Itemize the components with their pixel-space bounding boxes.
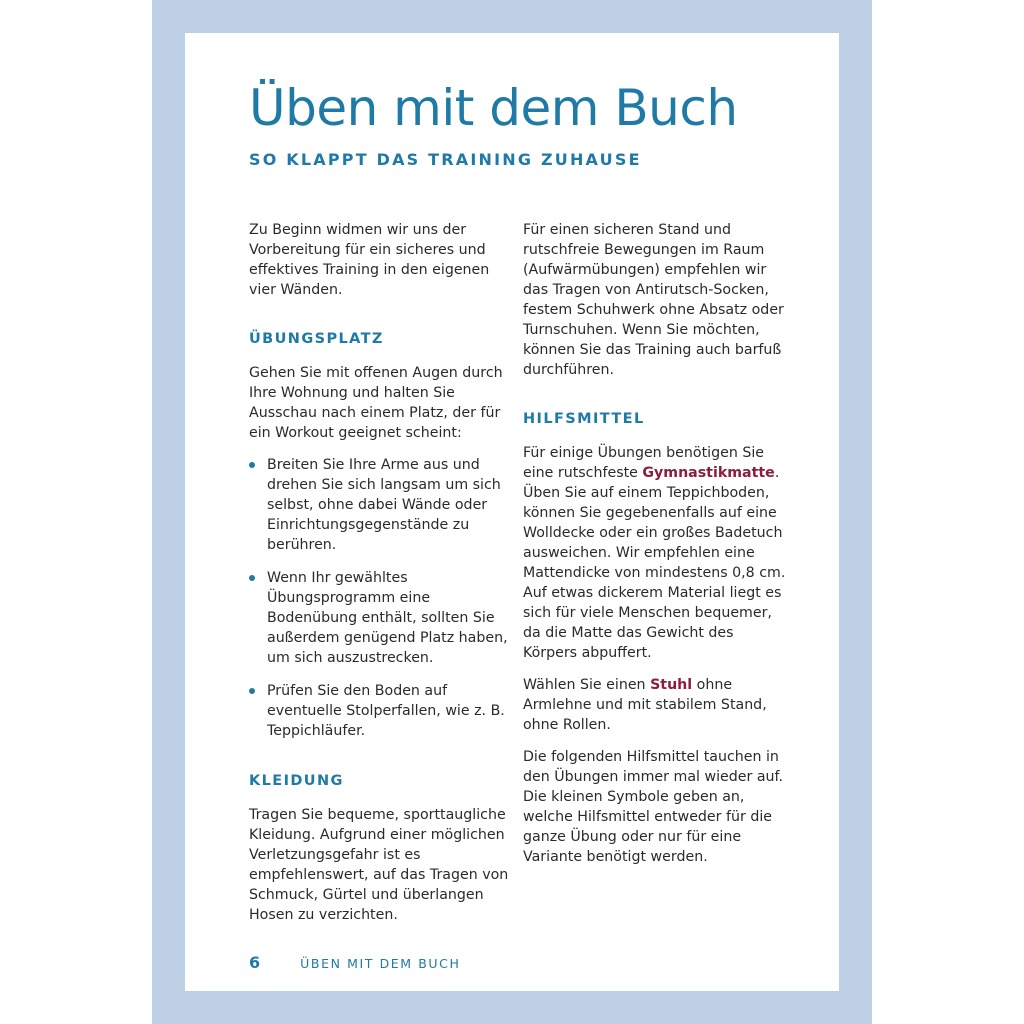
bullet-text: Prüfen Sie den Boden auf eventuelle Stolperfallen, wie z. B. Teppichläufer. <box>267 683 505 739</box>
left-column <box>249 220 514 937</box>
uebungsplatz-bullet-list <box>249 455 514 741</box>
chair-text-before: Wählen Sie einen <box>523 677 651 693</box>
bullet-icon <box>249 462 255 468</box>
bullet-icon <box>249 688 255 694</box>
mat-text-before: Für einige Übungen benötigen Sie eine rutschfeste <box>523 445 764 481</box>
page-subtitle: SO KLAPPT DAS TRAINING ZUHAUSE <box>249 150 642 169</box>
bullet-icon <box>249 575 255 581</box>
bullet-text: Breiten Sie Ihre Arme aus und drehen Sie sich langsam um sich selbst, ohne dabei Wände oder Einrichtungsgegenstände zu berühren. <box>267 457 501 553</box>
symbols-paragraph: Die folgenden Hilfsmittel tauchen in den Übungen immer mal wieder auf. Die kleinen Symbole geben an, welche Hilfsmittel entweder für die ganze Übung oder nur für eine Variante benötigt werden. <box>523 749 783 865</box>
list-item <box>249 568 514 668</box>
page-number: 6 <box>249 953 261 972</box>
page-frame <box>152 0 872 1024</box>
list-item <box>249 681 514 741</box>
mat-text-after: . Üben Sie auf einem Teppichboden, können Sie gegebenenfalls auf eine Wolldecke oder ein großes Badetuch ausweichen. Wir empfehlen eine Mattendicke von mindestens 0,8 cm. Auf etwas dickerem Material liegt es sich für viele Menschen bequemer, da die Matte das Gewicht des Körpers abpuffert. <box>523 465 786 661</box>
keyword-stuhl: Stuhl <box>650 677 693 693</box>
footwear-paragraph: Für einen sicheren Stand und rutschfreie Bewegungen im Raum (Aufwärmübungen) empfehlen wir das Tragen von Antirutsch-Socken, festem Schuhwerk ohne Absatz oder Turnschuhen. Wenn Sie möchten, können Sie das Training auch barfuß durchführen. <box>523 222 784 378</box>
section-heading-kleidung: KLEIDUNG <box>249 773 344 789</box>
bullet-text: Wenn Ihr gewähltes Übungsprogramm eine Bodenübung enthält, sollten Sie außerdem genügend Platz haben, um sich auszustrecken. <box>267 570 508 666</box>
keyword-gymnastikmatte: Gymnastikmatte <box>642 465 775 481</box>
chair-paragraph <box>523 675 788 735</box>
uebungsplatz-paragraph: Gehen Sie mit offenen Augen durch Ihre Wohnung und halten Sie Ausschau nach einem Platz, der für ein Workout geeignet scheint: <box>249 365 503 441</box>
page-sheet <box>185 33 839 991</box>
page-footer <box>249 953 461 972</box>
page-title: Üben mit dem Buch <box>249 79 738 137</box>
intro-paragraph: Zu Beginn widmen wir uns der Vorbereitung für ein sicheres und effektives Training in den eigenen vier Wänden. <box>249 222 490 298</box>
section-heading-uebungsplatz: ÜBUNGSPLATZ <box>249 331 384 347</box>
chair-text-after: ohne Armlehne und mit stabilem Stand, ohne Rollen. <box>523 677 767 733</box>
kleidung-paragraph: Tragen Sie bequeme, sporttaugliche Kleidung. Aufgrund einer möglichen Verletzungsgefahr ist es empfehlenswert, auf das Tragen von Schmuck, Gürtel und überlangen Hosen zu verzichten. <box>249 807 509 923</box>
running-title: ÜBEN MIT DEM BUCH <box>300 956 461 971</box>
right-column <box>523 220 788 879</box>
list-item <box>249 455 514 555</box>
mat-paragraph <box>523 443 788 663</box>
section-heading-hilfsmittel: HILFSMITTEL <box>523 411 645 427</box>
